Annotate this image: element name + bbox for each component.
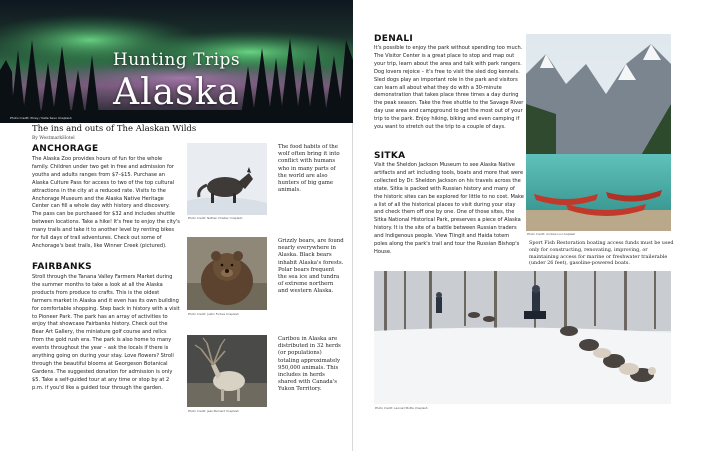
wolf-illustration (187, 143, 267, 215)
bear-photo-credit: Photo Credit: Justin Forbes Unsplash (188, 312, 239, 316)
caribou-illustration (187, 335, 267, 407)
hero-title-big: Alaska (113, 72, 240, 113)
anchorage-body-text: The Alaska Zoo provides hours of fun for the whole family. Children under two get in free and admission for youths and adults ranges from $7–$15. Purchase an Alaska Culture Pass for access to two of the top cultural attractions in the city at a reduced rate. Visits to the Anchorage Museum and the Alaska Native Heritage Center can fill a whole day with history and discovery. The pass can be purchased for $32 and includes shuttle between locations. Take a hike! It's free to enjoy the city's many trails and take it to another level by renting bikes for full days of trail adventures. Check out some of Anchorage's best trails, like Winner Creek (pictured). (32, 156, 180, 249)
wolf-caption: The food habits of the wolf often bring it into conflict with humans who in many parts of the world are also hunters of big game animals. (278, 144, 340, 194)
heading-sitka: SITKA (374, 151, 406, 161)
dog-sled-illustration (374, 271, 671, 404)
sitka-body-text: Visit the Sheldon Jackson Museum to see Alaska Native artifacts and art including tools, boats and more that were collected by Dr. Sheldon Jackson on his travels across the state. Sitka is packed with Russian history and many of the historic sites can be explored for little to no cost. Make a list of all the historical places to visit during your stay and check them off one by one. One of those sites, the Sitka National Historical Park, preserves a piece of Alaska history. It is the site of a battle between Russian traders and Indigenous people. View Tlingit and Haida totem poles along the park's trail and tour the Russian Bishop's House. (374, 162, 524, 255)
caribou-caption: Caribou in Alaska are distributed in 32 herds (or populations) totaling approximately 950,000 animals. This includes in herds shared with Canada's Yukon Territory. (278, 336, 341, 393)
wolf-photo-credit: Photo Credit: Nathan Chalker Unsplash (188, 216, 243, 220)
article-byline: By WestmarkHotel (32, 136, 75, 141)
bear-caption: Grizzly bears, are found nearly everywhere in Alaska. Black bears inhabit Alaska's forests. Polar bears frequent the sea ice and tundra of extreme northern and western Alaska. (278, 238, 344, 295)
article-subtitle: The ins and outs of The Alaskan Wilds (32, 124, 197, 134)
hero-aurora-image (0, 0, 353, 123)
caribou-photo-credit: Photo Credit: Jean-Bernard Unsplash (188, 409, 239, 413)
lake-canoe-illustration (526, 34, 671, 231)
bear-illustration (187, 237, 267, 310)
lake-photo-credit: Photo Credit: Andrew Liu Unsplash (527, 232, 576, 236)
denali-body-text: It's possible to enjoy the park without spending too much. The Visitor Center is a great place to stop and map out your trip, learn about the area and talk with park rangers. Dog lovers rejoice – it's free to visit the sled dog kennels. Sled dogs play an important role in the park and visitors can learn all about what they do with a 30-minute demonstration that takes place three times a day during the peak season. Take the free shuttle to the Savage River day use area and campground to get the most out of your trip to the park. Enjoy hiking, biking and even camping if you want to stretch out the trip to a couple of days. (374, 45, 524, 131)
heading-denali: DENALI (374, 34, 413, 44)
fairbanks-body-text: Stroll through the Tanana Valley Farmers Market during the summer months to take a look at all the Alaska products from produce to crafts. This is the oldest farmers market in Alaska and it even has its own building for comfortable shopping. Step back in history with a visit to Pioneer Park. The park has an array of activities to enjoy that showcase Fairbanks history. Check out the Bear Art Gallery, the miniature golf course and relics from the gold rush era. The park is also home to many events throughout the year – ask the locals if there is anything going on during your stay. Love flowers? Stroll through the beautiful blooms at Georgeson Botanical Gardens. The suggested donation for admission is only $5. Take a self-guided tour at any time or stop by at 2 p.m. if you'd like a guided tour through the garden. (32, 274, 180, 391)
left-page (0, 0, 353, 451)
heading-fairbanks: FAIRBANKS (32, 262, 92, 272)
right-page (354, 0, 707, 451)
sled-photo-credit: Photo Credit: Leonard Botte Unsplash (375, 406, 428, 410)
hero-title-small: Hunting Trips (112, 50, 241, 70)
bear-photo (187, 237, 267, 310)
lake-canoe-photo (526, 34, 671, 231)
wolf-photo (187, 143, 267, 215)
heading-anchorage: ANCHORAGE (32, 144, 99, 154)
dog-sled-photo (374, 271, 671, 404)
caribou-photo (187, 335, 267, 407)
lake-caption: Sport Fish Restoration boating access funds must be used only for constructing, renovating, improving, or maintaining access for marine or freshwater trailerable (under 26 feet), gasoline-powered boats. (529, 240, 674, 267)
hero-photo-credit: Photo Credit: Pixay / Kalle Sevo Unsplash (10, 116, 72, 120)
